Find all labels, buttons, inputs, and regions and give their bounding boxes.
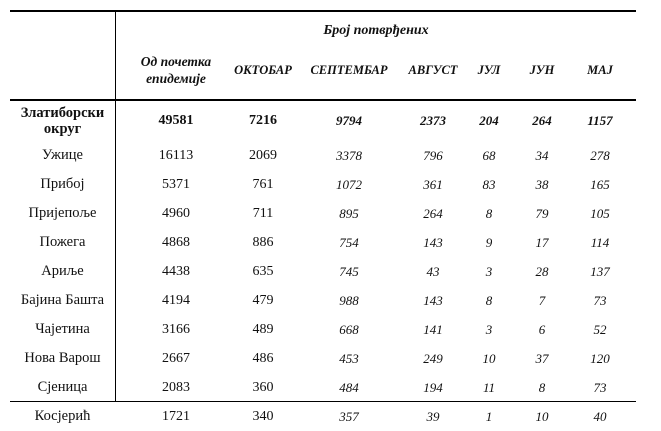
group-title: Број потврђених — [323, 23, 429, 38]
total-value-cell: 1157 — [587, 113, 613, 128]
table-cell: 761 — [252, 176, 274, 192]
table-cell: 137 — [590, 263, 610, 279]
table-cell: 3166 — [162, 321, 190, 337]
table-cell: 9 — [485, 234, 493, 250]
table-cell: 278 — [590, 147, 610, 163]
table-cell: 39 — [426, 408, 440, 424]
table-cell: 73 — [593, 379, 607, 395]
total-value-cell: 264 — [532, 113, 552, 128]
table-cell: 3 — [485, 263, 493, 279]
table-cell: 360 — [252, 379, 274, 395]
row-name: Пријепоље — [28, 205, 97, 221]
table-cell: 8 — [485, 205, 493, 221]
table-cell: 6 — [538, 321, 546, 337]
table-cell: 120 — [590, 350, 610, 366]
table-cell: 28 — [535, 263, 549, 279]
row-name: Пожега — [39, 234, 86, 250]
column-header: ЈУН — [529, 62, 555, 77]
table-cell: 479 — [252, 292, 274, 308]
table-cell: 711 — [252, 205, 274, 221]
total-value-cell: 9794 — [336, 113, 362, 128]
column-header: Од почетка епидемије — [140, 54, 212, 86]
table-cell: 10 — [482, 350, 496, 366]
row-name: Сјеница — [37, 379, 88, 395]
table-cell: 635 — [252, 263, 274, 279]
table-cell: 2667 — [162, 350, 190, 366]
table-cell: 165 — [590, 176, 610, 192]
table-cell: 7 — [538, 292, 546, 308]
column-header: АВГУСТ — [408, 62, 458, 77]
table-cell: 143 — [423, 292, 443, 308]
row-name: Прибој — [40, 176, 85, 192]
table-cell: 668 — [339, 321, 359, 337]
column-header: СЕПТЕМБАР — [310, 62, 388, 77]
table-cell: 486 — [252, 350, 274, 366]
table-cell: 34 — [535, 147, 549, 163]
table-cell: 3 — [485, 321, 493, 337]
table-cell: 105 — [590, 205, 610, 221]
table-cell: 17 — [535, 234, 549, 250]
table-cell: 40 — [593, 408, 607, 424]
row-name: Косјерић — [34, 408, 91, 424]
table-cell: 43 — [426, 263, 440, 279]
data-table — [10, 10, 636, 424]
row-name: Нова Варош — [24, 350, 101, 366]
table-cell: 895 — [339, 205, 359, 221]
table-cell: 83 — [482, 176, 496, 192]
table-cell: 5371 — [162, 176, 190, 192]
table-cell: 988 — [339, 292, 359, 308]
table-cell: 4868 — [162, 234, 190, 250]
row-name: Ариље — [41, 263, 84, 279]
total-value-cell: 204 — [479, 113, 499, 128]
total-value-cell: 7216 — [249, 113, 277, 128]
table-cell: 484 — [339, 379, 359, 395]
table-cell: 11 — [482, 379, 496, 395]
table-cell: 361 — [423, 176, 443, 192]
table-cell: 68 — [482, 147, 496, 163]
table-cell: 37 — [535, 350, 549, 366]
table-cell: 249 — [423, 350, 443, 366]
table-cell: 1 — [485, 408, 493, 424]
table-cell: 10 — [535, 408, 549, 424]
table-cell: 754 — [339, 234, 359, 250]
table-cell: 3378 — [336, 147, 362, 163]
table-cell: 489 — [252, 321, 274, 337]
column-header: МАЈ — [587, 62, 613, 77]
table-cell: 194 — [423, 379, 443, 395]
header-separator — [10, 99, 636, 101]
column-header: ОКТОБАР — [234, 62, 292, 77]
table-cell: 1721 — [162, 408, 190, 424]
table-cell: 141 — [423, 321, 443, 337]
table-cell: 8 — [538, 379, 546, 395]
table-cell: 4438 — [162, 263, 190, 279]
table-cell: 886 — [252, 234, 274, 250]
table-cell: 264 — [423, 205, 443, 221]
table-cell: 2069 — [249, 147, 277, 163]
row-name: Ужице — [42, 147, 83, 163]
table-cell: 340 — [252, 408, 274, 424]
column-separator — [115, 10, 116, 402]
region-total-name: Златиборски округ — [20, 105, 105, 137]
table-cell: 796 — [423, 147, 443, 163]
table-cell: 114 — [590, 234, 610, 250]
table-cell: 143 — [423, 234, 443, 250]
table-cell: 4960 — [162, 205, 190, 221]
table-cell: 73 — [593, 292, 607, 308]
total-value-cell: 49581 — [158, 113, 194, 128]
table-cell: 8 — [485, 292, 493, 308]
table-cell: 16113 — [158, 147, 194, 163]
table-cell: 52 — [593, 321, 607, 337]
table-cell: 1072 — [336, 176, 362, 192]
table-cell: 357 — [339, 408, 359, 424]
table-cell: 79 — [535, 205, 549, 221]
table-cell: 2083 — [162, 379, 190, 395]
total-value-cell: 2373 — [420, 113, 446, 128]
row-name: Бајина Башта — [20, 292, 105, 308]
column-header: ЈУЛ — [477, 62, 501, 77]
table-cell: 38 — [535, 176, 549, 192]
top-border — [10, 10, 636, 12]
table-cell: 4194 — [162, 292, 190, 308]
row-name: Чајетина — [35, 321, 90, 337]
table-cell: 453 — [339, 350, 359, 366]
table-cell: 745 — [339, 263, 359, 279]
